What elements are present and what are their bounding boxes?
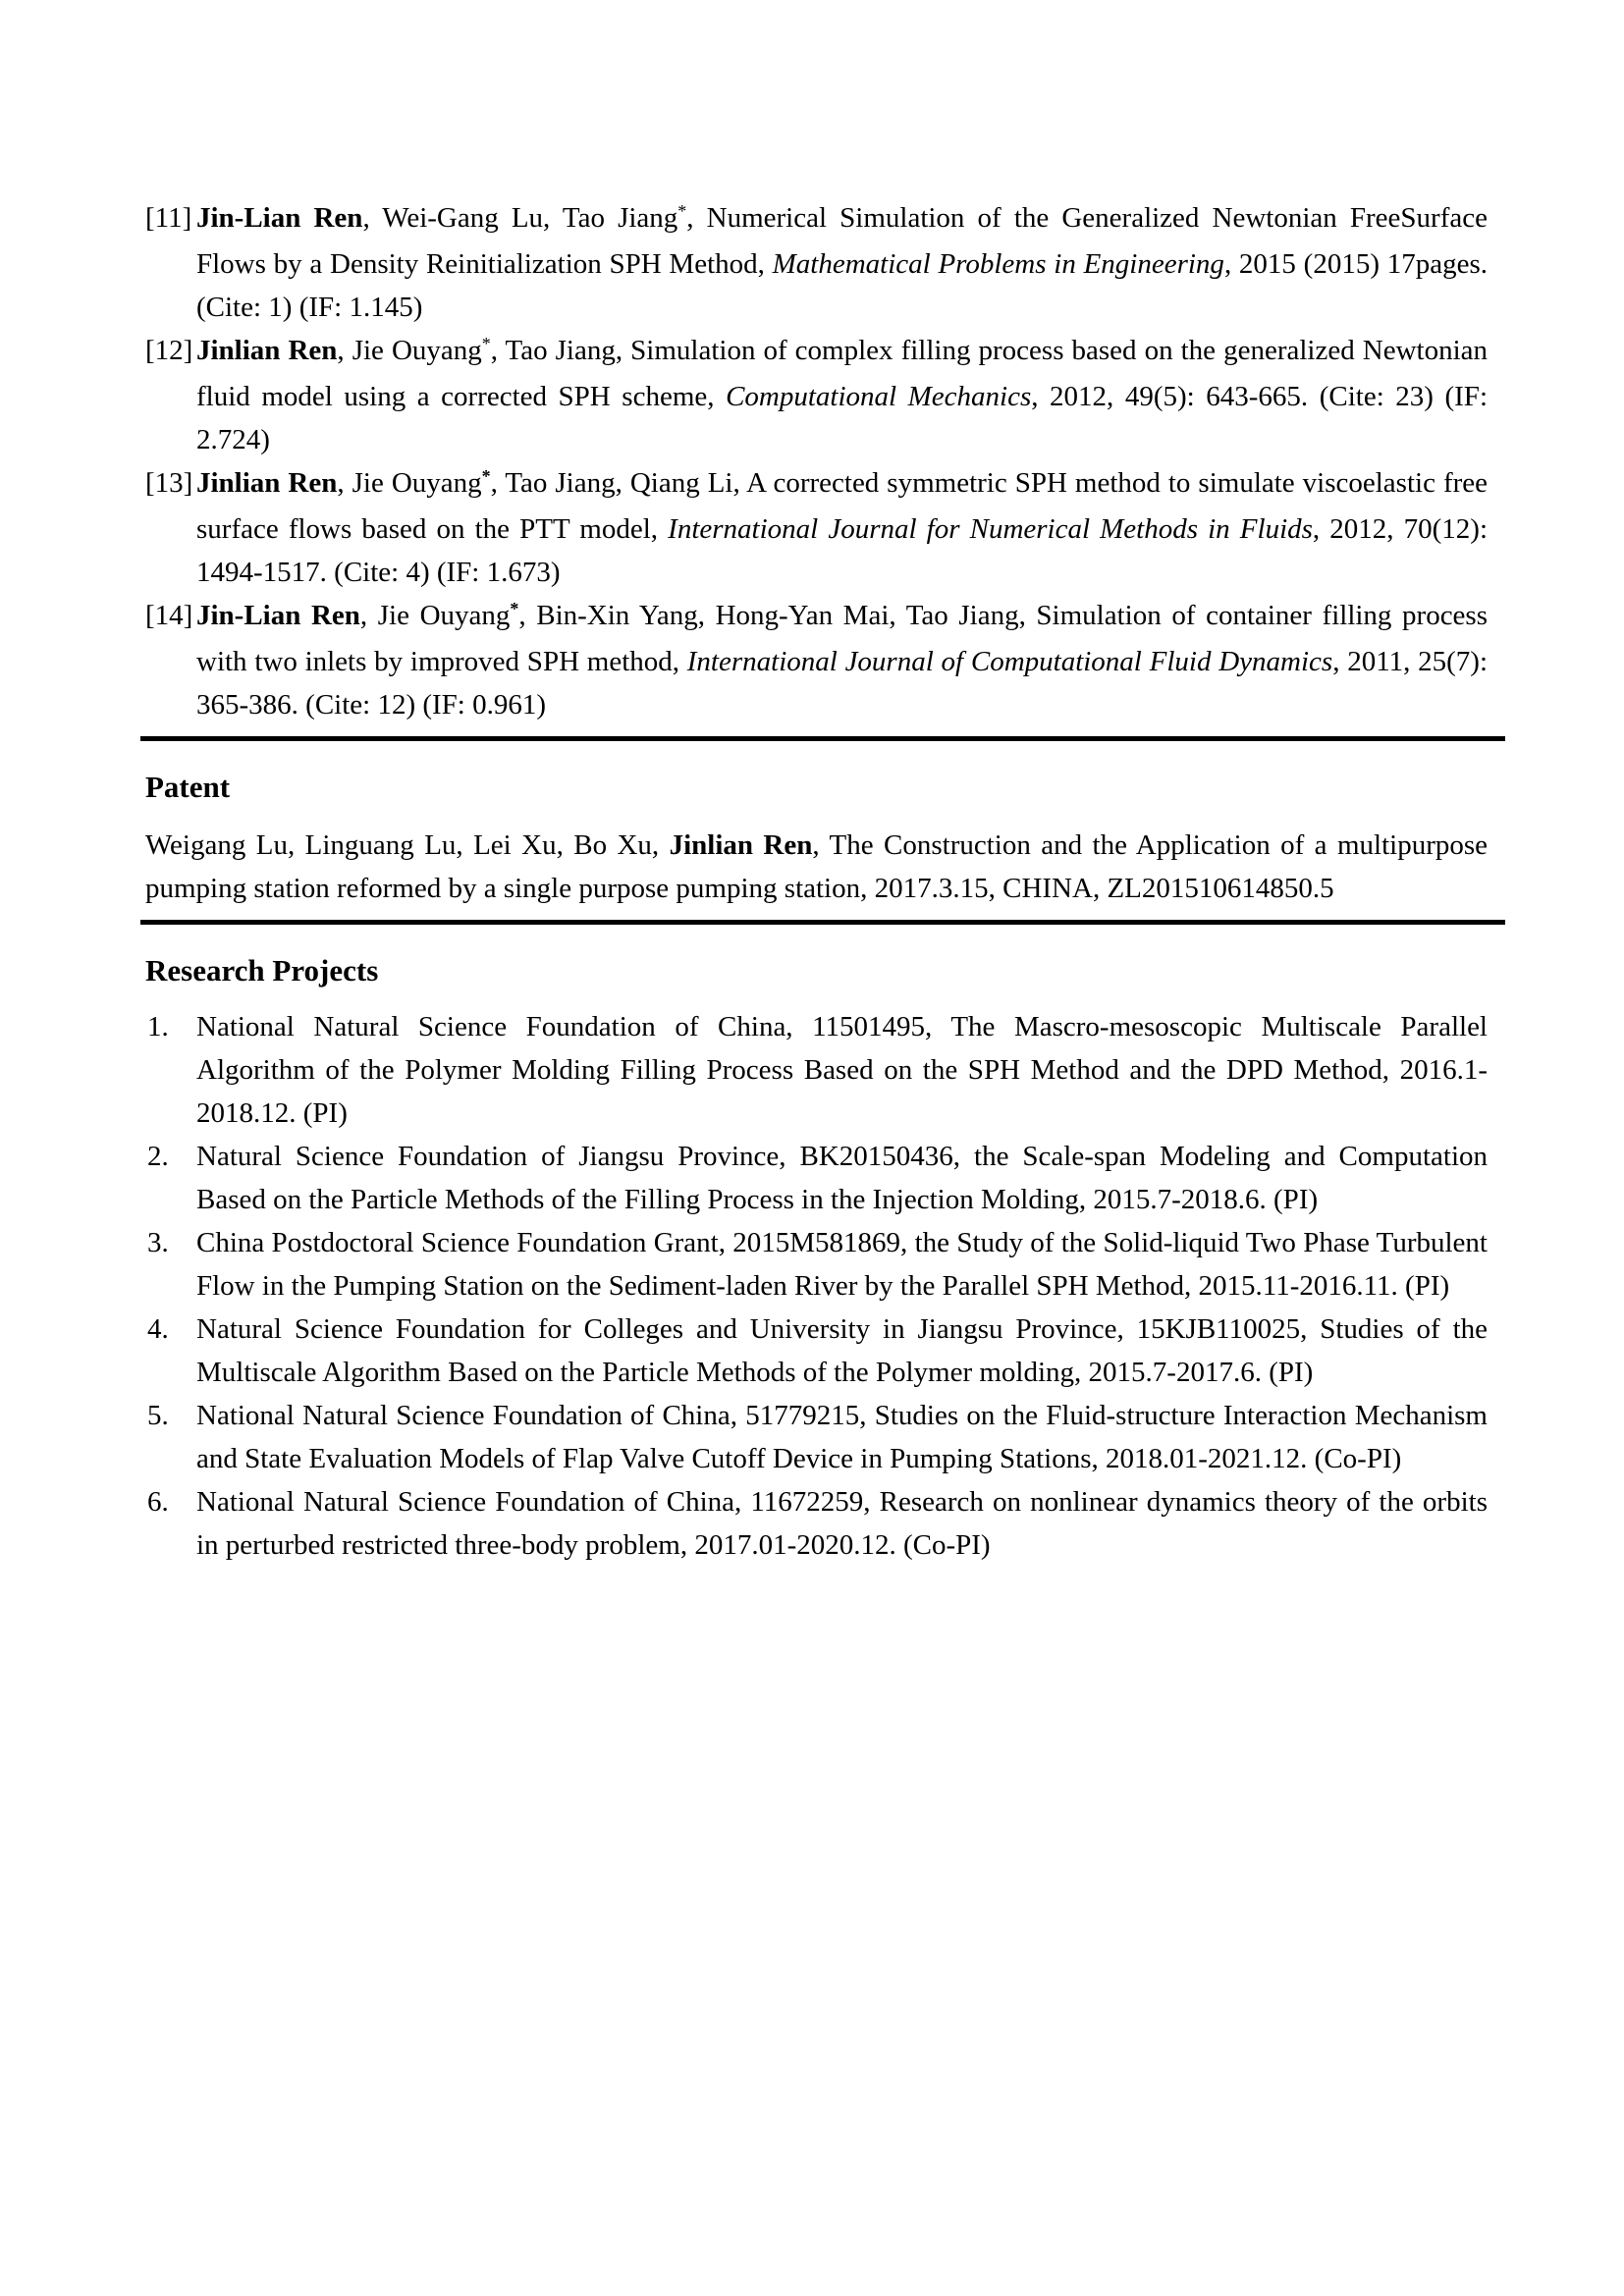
- research-project-text: National Natural Science Foundation of China, 51779215, Studies on the Fluid-structure Interaction Mechanism and State Evaluation Models of Flap Valve Cutoff Device in Pumping Stations, 2018.01-2021.12. (Co-PI): [196, 1400, 1488, 1474]
- text-segment: International Journal of Computational Fluid Dynamics: [686, 646, 1333, 677]
- text-segment: Jinlian Ren: [196, 335, 338, 366]
- publication-number: [13]: [145, 467, 193, 499]
- research-project-text: National Natural Science Foundation of China, 11672259, Research on nonlinear dynamics theory of the orbits in perturbed restricted three-body problem, 2017.01-2020.12. (Co-PI): [196, 1486, 1488, 1561]
- patent-paragraph: [145, 824, 1488, 910]
- text-segment: *: [481, 334, 491, 354]
- publication-entry: [145, 594, 1488, 726]
- section-divider-top: [140, 736, 1505, 741]
- text-segment: Jin-Lian Ren: [196, 202, 363, 234]
- research-project-number: 3.: [147, 1227, 169, 1258]
- text-segment: , 2015 (2015) 17pages. (Cite: 1) (IF: 1.145): [196, 248, 1489, 323]
- text-segment: , Tao Jiang, Simulation of complex filling process based on the generalized Newtonian fluid model using a corrected SPH scheme,: [196, 335, 1489, 412]
- research-project-number: 5.: [147, 1400, 169, 1431]
- research-project-entry: [145, 1135, 1488, 1221]
- text-segment: International Journal for Numerical Methods in Fluids: [668, 513, 1313, 545]
- text-segment: *: [510, 599, 519, 619]
- text-segment: , Jie Ouyang: [359, 600, 511, 631]
- research-project-entry: [145, 1308, 1488, 1394]
- section-divider-bottom: [140, 920, 1505, 925]
- text-segment: Weigang Lu, Linguang Lu, Lei Xu, Bo Xu,: [145, 829, 670, 861]
- research-project-text: National Natural Science Foundation of China, 11501495, The Mascro-mesoscopic Multiscale Parallel Algorithm of the Polymer Molding Filling Process Based on the SPH Method and the DPD Method, 2016.1-2018.12. (PI): [196, 1011, 1488, 1129]
- research-project-entry: [145, 1480, 1488, 1567]
- research-project-number: 2.: [147, 1141, 169, 1172]
- text-segment: , The Construction and the Application of a multipurpose pumping station reformed by a single purpose pumping station, 2017.3.15, CHINA, ZL201510614850.5: [145, 829, 1489, 904]
- research-project-number: 1.: [147, 1011, 169, 1042]
- text-segment: , Numerical Simulation of the Generalized Newtonian FreeSurface Flows by a Density Reinitialization SPH Method,: [196, 202, 1488, 280]
- research-project-entry: [145, 1221, 1488, 1308]
- research-project-text: Natural Science Foundation of Jiangsu Province, BK20150436, the Scale-span Modeling and Computation Based on the Particle Methods of the Filling Process in the Injection Molding, 2015.7-2018.6. (PI): [196, 1141, 1488, 1215]
- research-project-number: 6.: [147, 1486, 169, 1518]
- research-projects-heading: Research Projects: [145, 953, 379, 988]
- text-segment: , Tao Jiang, Qiang Li, A corrected symmetric SPH method to simulate viscoelastic free surface flows based on the PTT model,: [196, 467, 1489, 545]
- text-segment: , Jie Ouyang: [337, 335, 482, 366]
- text-segment: Mathematical Problems in Engineering: [772, 248, 1224, 280]
- text-segment: , Jie Ouyang: [337, 467, 482, 499]
- text-segment: *: [677, 201, 687, 222]
- text-segment: , Wei-Gang Lu, Tao Jiang: [362, 202, 678, 234]
- publication-number: [14]: [145, 600, 193, 631]
- publication-entry: [145, 196, 1488, 329]
- patent-heading: Patent: [145, 770, 231, 804]
- publication-number: [11]: [145, 202, 192, 234]
- page-content: [145, 196, 1488, 1567]
- research-project-number: 4.: [147, 1313, 169, 1345]
- publications-list: [145, 196, 1488, 726]
- text-segment: Jin-Lian Ren: [196, 600, 360, 631]
- publication-entry: [145, 329, 1488, 461]
- text-segment: , 2012, 70(12): 1494-1517. (Cite: 4) (IF: 1.673): [196, 513, 1488, 588]
- text-segment: , 2012, 49(5): 643-665. (Cite: 23) (IF: 2.724): [196, 381, 1488, 455]
- publication-entry: [145, 461, 1488, 594]
- research-project-entry: [145, 1394, 1488, 1480]
- text-segment: Jinlian Ren: [669, 829, 813, 861]
- text-segment: , Bin-Xin Yang, Hong-Yan Mai, Tao Jiang, Simulation of container filling process with two inlets by improved SPH method,: [196, 600, 1489, 677]
- text-segment: , 2011, 25(7): 365-386. (Cite: 12) (IF: 0.961): [196, 646, 1488, 721]
- text-segment: *: [481, 466, 491, 487]
- research-project-text: China Postdoctoral Science Foundation Grant, 2015M581869, the Study of the Solid-liquid Two Phase Turbulent Flow in the Pumping Station on the Sediment-laden River by the Parallel SPH Method, 2015.11-2016.11. (PI): [196, 1227, 1488, 1302]
- publication-number: [12]: [145, 335, 193, 366]
- text-segment: Computational Mechanics: [726, 381, 1032, 412]
- research-project-entry: [145, 1005, 1488, 1135]
- research-project-text: Natural Science Foundation for Colleges and University in Jiangsu Province, 15KJB110025, Studies of the Multiscale Algorithm Based on the Particle Methods of the Polymer molding, 2015.7-2017.6. (PI): [196, 1313, 1488, 1388]
- research-projects-list: [145, 1005, 1488, 1567]
- text-segment: Jinlian Ren: [196, 467, 338, 499]
